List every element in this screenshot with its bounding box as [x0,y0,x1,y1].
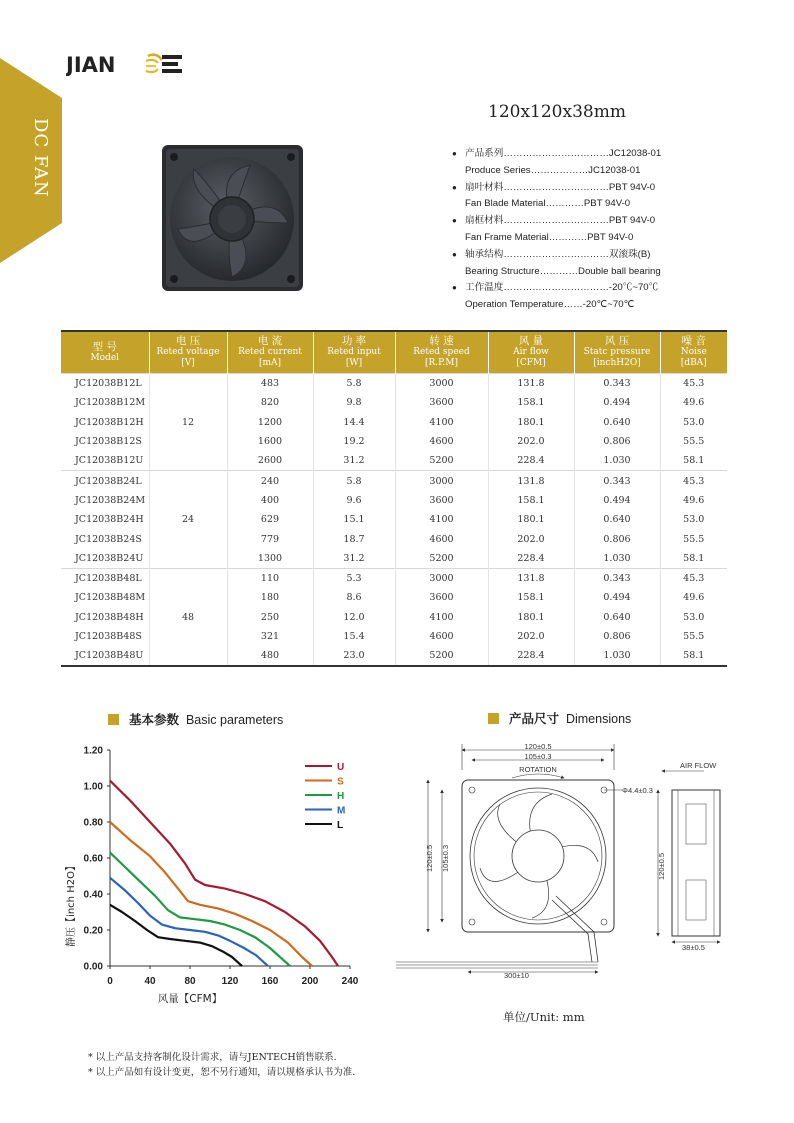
table-cell: 202.0 [488,432,574,451]
table-cell: 131.8 [488,568,574,588]
spec-item: Operation Temperature……-20℃~70℃ [465,299,635,311]
table-cell: 1600 [227,432,313,451]
table-header-cell [660,331,727,374]
y-tick-label: 0.00 [83,961,103,973]
footnote: * 以上产品支持客制化设计需求，请与JENTECH销售联系. [88,1052,337,1063]
side-label: DC FAN [30,118,51,198]
table-cell: 1.030 [574,451,660,471]
pq-curve-chart [60,740,370,1012]
header-unit: [CFM] [516,358,546,368]
table-cell: 14.4 [313,413,395,432]
spec-item: ● 轴承结构……………………………双滚珠(B) [452,247,661,264]
svg-text:JIAN: JIAN [66,53,116,76]
table-cell: 53.0 [683,611,705,623]
table-cell: 5200 [395,549,488,569]
dim-height-inner: 105±0.3 [441,844,450,872]
table-cell: 180 [227,588,313,607]
table-cell: 0.640 [574,413,660,432]
table-cell: JC12038B48L [61,568,149,588]
table-cell: 1.030 [574,549,660,569]
table-cell: 820 [227,393,313,412]
spec-item: Fan Blade Material…………PBT 94V-0 [465,198,631,210]
logo-mark-icon [66,52,184,76]
table-cell: 12 [149,374,227,471]
table-cell: 45.3 [660,471,727,491]
header-unit: [W] [345,358,363,368]
y-axis-label: 静压【inch H2O】 [66,861,77,947]
header-en: Statc pressure [583,347,651,357]
spec-list [452,146,661,314]
x-tick-label: 200 [301,976,319,987]
table-header-row [61,331,727,374]
table-cell: 48 [149,568,227,666]
table-cell: 202.0 [488,627,574,646]
x-tick-label: 40 [144,976,156,987]
table-cell: 53.0 [683,416,705,428]
header-unit: [dBA] [680,358,707,368]
table-cell: 18.7 [313,529,395,548]
page-title: 120x120x38mm [488,102,626,122]
table-cell: 400 [227,491,313,510]
footnote: * 以上产品如有设计变更，恕不另行通知，请以规格承认书为准. [88,1067,356,1078]
spec-item: Fan Frame Material…………PBT 94V-0 [465,231,634,243]
table-cell: 0.806 [574,432,660,451]
table-cell: 58.1 [683,552,705,564]
table-cell: JC12038B24M [61,491,149,510]
table-cell: 0.343 [574,568,660,588]
legend-label: U [337,762,345,773]
x-tick-label: 120 [221,976,239,987]
table-cell: 0.806 [574,627,660,646]
table-cell: 158.1 [488,491,574,510]
table-cell: 8.6 [313,588,395,607]
dimensions-drawing [392,740,732,989]
dim-width-inner: 105±0.3 [524,752,552,761]
table-cell: JC12038B48S [61,627,149,646]
table-cell: 0.494 [574,393,660,412]
series-line-M [110,878,268,966]
header-cn: 风 量 [518,335,544,347]
table-cell: 4100 [395,510,488,529]
table-cell: 15.4 [313,627,395,646]
table-cell: 3000 [395,568,488,588]
table-cell: 9.8 [313,393,395,412]
header-en: Air flow [513,347,549,357]
table-cell: 5200 [395,646,488,666]
header-cn: 噪 音 [681,335,706,347]
table-header-cell [61,331,149,374]
legend-label: S [337,776,344,788]
series-line-S [110,822,312,966]
header-cn: 风 压 [604,335,630,347]
fan-product-image [160,143,305,293]
table-cell: 5.8 [313,374,395,394]
table-cell: 180.1 [488,510,574,529]
x-tick-label: 240 [341,976,359,987]
dim-width-outer: 120±0.5 [524,742,552,751]
spec-item: ● 产品系列……………………………JC12038-01 [452,146,661,163]
spec-item: Produce Series………………JC12038-01 [465,164,641,176]
table-cell: 1300 [227,549,313,569]
table-cell: 202.0 [488,529,574,548]
header-en: Reted voltage [156,347,220,357]
table-cell: JC12038B48U [61,646,149,666]
section-square-icon [108,714,119,725]
y-tick-label: 0.40 [83,889,103,901]
table-cell: 4600 [395,627,488,646]
table-cell: 321 [227,627,313,646]
table-cell: JC12038B24U [61,549,149,569]
table-cell: 58.1 [683,650,705,662]
table-row [61,568,727,588]
table-cell: 1200 [227,413,313,432]
table-cell: 250 [227,608,313,627]
table-row [61,471,727,491]
table-header-cell [313,331,395,374]
table-cell: 9.6 [313,491,395,510]
table-cell: 55.5 [683,533,705,545]
table-cell: 5.3 [313,568,395,588]
y-tick-label: 1.20 [83,745,103,757]
dim-side-height: 120±0.5 [657,852,666,880]
header-unit: [inchH2O] [593,358,641,368]
table-header-cell [227,331,313,374]
dim-cable: 300±10 [504,971,529,980]
table-cell: JC12038B12H [61,413,149,432]
header-cn: 电 压 [175,335,201,347]
table-cell: 31.2 [313,451,395,471]
table-cell: 158.1 [488,393,574,412]
table-cell: 1.030 [574,646,660,666]
table-cell: 180.1 [488,608,574,627]
table-cell: 0.640 [574,608,660,627]
table-row [61,374,727,394]
header-unit: [R.P.M] [425,358,458,368]
table-cell: 0.640 [574,510,660,529]
legend-label: H [337,791,345,802]
spec-item: ● 扇叶材料……………………………PBT 94V-0 [452,180,661,197]
table-cell: 0.343 [574,471,660,491]
header-en: Reted current [238,347,302,357]
table-cell: 180.1 [488,413,574,432]
x-tick-label: 160 [261,976,279,987]
table-cell: 23.0 [313,646,395,666]
table-cell: 4100 [395,608,488,627]
table-cell: JC12038B12M [61,393,149,412]
table-cell: JC12038B12U [61,451,149,471]
y-tick-label: 1.00 [83,781,103,793]
table-cell: 19.2 [313,432,395,451]
x-tick-label: 80 [184,976,196,987]
table-cell: 53.0 [683,514,705,526]
y-tick-label: 0.80 [83,817,103,829]
table-cell: 0.494 [574,491,660,510]
table-cell: 12.0 [313,608,395,627]
table-cell: 15.1 [313,510,395,529]
parameters-table [61,330,727,667]
footnotes [88,1050,355,1080]
table-cell: 5.8 [313,471,395,491]
table-cell: 58.1 [683,455,705,467]
pq-chart-svg [60,740,370,1008]
table-cell: JC12038B48M [61,588,149,607]
table-cell: JC12038B24H [61,510,149,529]
section-dimensions: 产品尺寸 Dimensions [488,709,631,727]
spec-item: ● 工作温度……………………………-20℃~70℃ [452,280,661,297]
table-header-cell [149,331,227,374]
y-tick-label: 0.60 [83,853,103,865]
x-tick-label: 0 [107,976,113,987]
table-cell: 2600 [227,451,313,471]
table-cell: 49.6 [683,592,705,604]
table-cell: 4100 [395,413,488,432]
rotation-label: ROTATION [519,765,557,774]
y-tick-label: 0.20 [83,925,103,937]
table-header-cell [488,331,574,374]
table-cell: 131.8 [488,471,574,491]
table-cell: 228.4 [488,451,574,471]
header-cn: 功 率 [341,335,367,347]
table-cell: 240 [227,471,313,491]
header-unit: [mA] [258,358,282,368]
table-cell: 629 [227,510,313,529]
table-cell: 131.8 [488,374,574,394]
table-cell: 3000 [395,471,488,491]
section-basic-parameters: 基本参数 Basic parameters [108,710,283,728]
spec-item: Bearing Structure…………Double ball bearing [465,265,661,277]
table-cell: 4600 [395,529,488,548]
table-cell: 3600 [395,491,488,510]
table-cell: 110 [227,568,313,588]
table-cell: 3600 [395,588,488,607]
table-cell: 4600 [395,432,488,451]
table-header-cell [574,331,660,374]
brand-logo [66,52,184,76]
table-cell: JC12038B12L [61,374,149,394]
spec-item: ● 扇框材料……………………………PBT 94V-0 [452,213,661,230]
table-cell: 5200 [395,451,488,471]
table-cell: 480 [227,646,313,666]
dim-hole: Φ4.4±0.3 [622,786,653,795]
table-cell: 158.1 [488,588,574,607]
table-cell: 45.3 [660,374,727,394]
table-cell: 3600 [395,393,488,412]
table-cell: JC12038B24L [61,471,149,491]
air-flow-label: AIR FLOW [680,761,717,770]
table-cell: 49.6 [683,397,705,409]
header-cn: 电 流 [257,335,283,347]
table-cell: 31.2 [313,549,395,569]
header-unit: [V] [181,358,195,368]
table-cell: 49.6 [683,494,705,506]
table-cell: 0.806 [574,529,660,548]
header-unit: Model [90,352,120,363]
legend-label: M [337,805,346,817]
header-cn: 型 号 [92,340,117,353]
table-cell: 483 [227,374,313,394]
table-cell: JC12038B12S [61,432,149,451]
table-cell: JC12038B48H [61,608,149,627]
header-en: Reted speed [413,347,470,357]
x-axis-label: 风量【CFM】 [157,993,223,1005]
table-cell: 228.4 [488,646,574,666]
table-header-cell [395,331,488,374]
table-cell: 45.3 [660,568,727,588]
table-cell: 3000 [395,374,488,394]
header-en: Noise [680,347,707,357]
dim-depth: 38±0.5 [682,943,705,952]
legend-label: L [337,820,344,831]
table-cell: 0.494 [574,588,660,607]
table-cell: JC12038B24S [61,529,149,548]
dim-height-outer: 120±0.5 [425,844,434,872]
table-cell: 228.4 [488,549,574,569]
table-cell: 55.5 [683,436,705,448]
unit-note: 单位/Unit: mm [503,1010,585,1024]
series-line-H [110,853,290,966]
table-cell: 779 [227,529,313,548]
table-cell: 24 [149,471,227,568]
table-cell: 0.343 [574,374,660,394]
header-cn: 转 速 [429,335,454,347]
header-en: Reted input [327,347,381,357]
section-square-icon [488,713,499,724]
table-cell: 55.5 [683,631,705,642]
